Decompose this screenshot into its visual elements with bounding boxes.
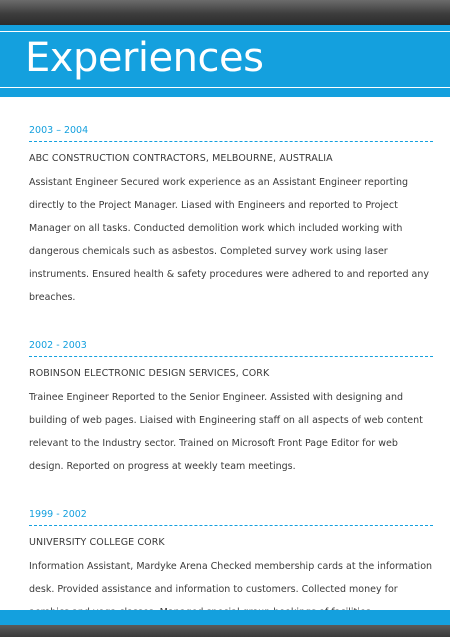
entry-organization: ABC CONSTRUCTION CONTRACTORS, MELBOURNE, AUSTRALIA — [29, 153, 333, 164]
entry-description: Trainee Engineer Reported to the Senior Engineer. Assisted with designing and building of web pages. Liaised with Engineering staff on all aspects of web content relevant to the Industry sector. Trained on Microsoft Front Page Editor for web design. Reported on progress at weekly team meetings. — [29, 392, 423, 472]
experience-entry — [29, 124, 433, 309]
title-top-rule — [0, 31, 450, 32]
entry-organization: ROBINSON ELECTRONIC DESIGN SERVICES, CORK — [29, 368, 270, 379]
bottom-accent-bar — [0, 610, 450, 625]
entry-years: 2003 – 2004 — [29, 124, 433, 142]
title-bottom-rule — [0, 87, 450, 88]
page-title: Experiences — [25, 35, 264, 81]
entry-description: Assistant Engineer Secured work experience as an Assistant Engineer reporting directly to the Project Manager. Liased with Engineers and reported to Project Manager on all tasks. Conducted demolition work which included working with dangerous chemicals such as asbestos. Completed survey work using laser instruments. Ensured health & safety procedures were adhered to and reported any breaches. — [29, 177, 430, 303]
experience-entry — [29, 339, 433, 478]
entry-description: Information Assistant, Mardyke Arena Checked membership cards at the information desk. Provided assistance and information to customers. Collected money for — [29, 561, 433, 595]
entry-years: 1999 - 2002 — [29, 508, 433, 526]
entry-organization: UNIVERSITY COLLEGE CORK — [29, 537, 165, 548]
experience-list — [29, 124, 433, 624]
top-decorative-bar — [0, 0, 450, 25]
experience-entry — [29, 508, 433, 624]
title-band — [0, 25, 450, 97]
entry-years: 2002 - 2003 — [29, 339, 433, 357]
bottom-decorative-bar — [0, 625, 450, 637]
